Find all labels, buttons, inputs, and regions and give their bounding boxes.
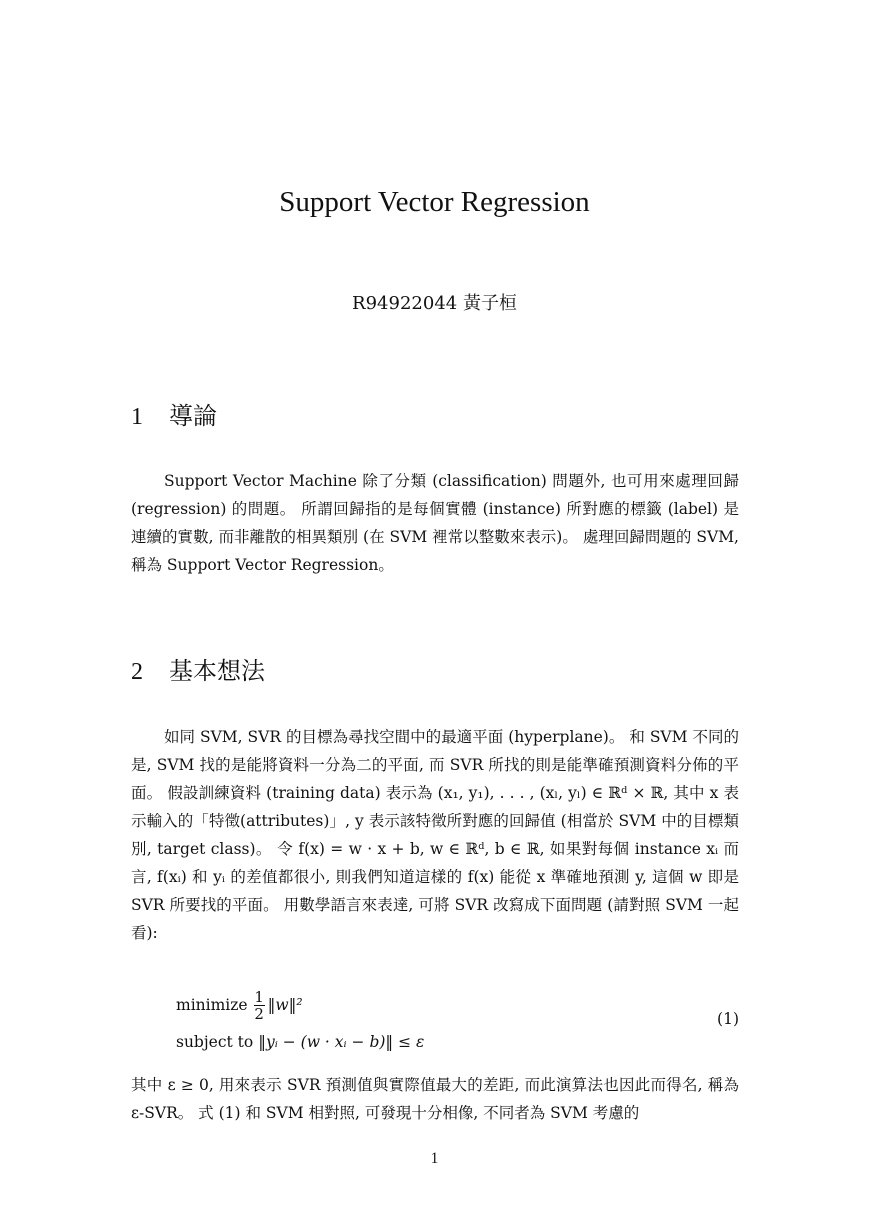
fraction-one-half bbox=[254, 989, 265, 1022]
section-1-paragraph: Support Vector Machine 除了分類 (classification) 問題外, 也可用來處理回歸 (regression) 的問題。 所謂回歸指的是每個實體 (instance) 所對應的標籤 (label) 是連續的實數, 而非離散的相異類別 (在 SVM 裡常以整數來表示)。 處理回歸問題的 SVM, 稱為 Support Vector Regression。 bbox=[131, 472, 739, 574]
section-1-number: 1 bbox=[131, 404, 143, 430]
section-1-heading bbox=[131, 396, 217, 431]
paper-title: Support Vector Regression bbox=[279, 186, 590, 218]
section-2-paragraph-2: 其中 ε ≥ 0, 用來表示 SVR 預測值與實際值最大的差距, 而此演算法也因此而得名, 稱為 ε-SVR。 式 (1) 和 SVM 相對照, 可發現十分相像, 不同者為 SVM 考慮的 bbox=[131, 1076, 739, 1122]
equation-1 bbox=[176, 988, 739, 1060]
author-line: R94922044 黃子桓 bbox=[352, 293, 517, 314]
section-2-heading bbox=[131, 651, 265, 686]
minimize-label: minimize bbox=[176, 996, 248, 1014]
page-number: 1 bbox=[430, 1150, 439, 1167]
subject-to-label: subject to bbox=[176, 1033, 254, 1051]
section-1-title: 導論 bbox=[169, 402, 217, 430]
section-2-title: 基本想法 bbox=[169, 657, 265, 685]
fraction-numerator: 1 bbox=[254, 987, 264, 1006]
constraint-expression: ‖yᵢ − (w · xᵢ − b)‖ ≤ ε bbox=[258, 1033, 425, 1051]
section-2-paragraph-1: 如同 SVM, SVR 的目標為尋找空間中的最適平面 (hyperplane)。 和 SVM 不同的是, SVM 找的是能將資料一分為二的平面, 而 SVR 所找的則是能準確預測資料分佈的平面。 假設訓練資料 (training data) 表示為 (x₁, y₁), . . . , (xₗ, yₗ) ∈ ℝᵈ × ℝ, 其中 x 表示輸入的「特徵(attributes)」, y 表示該特徵所對應的回歸值 (相當於 SVM 中的目標類別, target class)。 令 f(x) = w · x + b, w ∈ ℝᵈ, b ∈ ℝ, 如果對每個 instance xᵢ 而言, f(xᵢ) 和 yᵢ 的差值都很小, 則我們知道這樣的 f(x) 能從 x 準確地預測 y, 這個 w 即是 SVR 所要找的平面。 用數學語言來表達, 可將 SVR 改寫成下面問題 (請對照 SVM 一起看): bbox=[131, 728, 739, 942]
equation-number: (1) bbox=[717, 1010, 739, 1028]
equation-objective bbox=[176, 988, 303, 1022]
section-2-number: 2 bbox=[131, 659, 143, 685]
objective-expression: ‖w‖² bbox=[267, 996, 303, 1014]
fraction-denominator: 2 bbox=[254, 1004, 264, 1023]
equation-constraint bbox=[176, 1030, 424, 1054]
